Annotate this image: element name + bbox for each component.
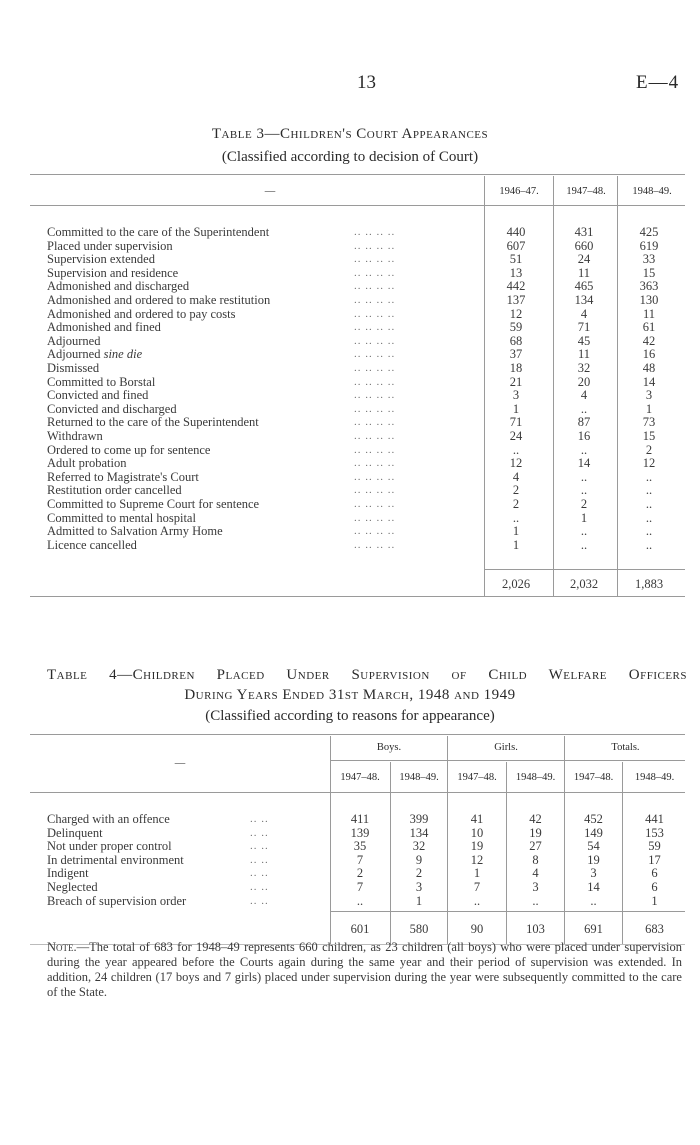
table4-cell: .. — [532, 893, 539, 908]
table4-group-rule — [330, 760, 685, 761]
table3-cell: 59 — [509, 320, 523, 335]
table3-cell: .. — [645, 469, 653, 484]
table3-cell: 2 — [645, 442, 653, 457]
table4-row-label: Breach of supervision order — [47, 893, 187, 908]
leader-dots: .. .. .. .. — [354, 266, 396, 279]
leader-dots: .. .. .. .. — [354, 498, 396, 510]
table3-cell: .. — [645, 537, 653, 552]
table3-row-label: Admonished and fined — [47, 320, 161, 335]
leader-dots: .. .. .. .. — [354, 484, 396, 497]
table3-cell: 48 — [642, 361, 656, 375]
table4-row-label: Not under proper control — [47, 839, 172, 854]
page-reference: E—4 — [636, 72, 680, 93]
table3-year-header: 1948–49. — [632, 186, 672, 197]
table4-col-rule — [622, 762, 623, 944]
table4-cell: 7 — [356, 880, 364, 894]
table4-cell: 411 — [350, 812, 370, 826]
table3-cell: 16 — [577, 429, 591, 443]
table4-cell: 1 — [651, 893, 658, 908]
leader-dots: .. .. .. .. — [354, 402, 396, 415]
table3-cell: 21 — [509, 374, 523, 389]
table4-group-header: Boys. — [376, 742, 402, 753]
table3-row-label: Committed to Borstal — [47, 374, 156, 389]
table3-row-label: Restitution order cancelled — [47, 483, 182, 498]
table3-cell: 660 — [574, 238, 594, 253]
table3-cell: 71 — [577, 320, 591, 335]
table3-cell: 2 — [512, 483, 520, 498]
table4-cell: .. — [590, 893, 597, 908]
table3-cell: 37 — [509, 347, 523, 362]
table3-cell: 12 — [509, 456, 523, 471]
table3-row-label: Dismissed — [47, 361, 100, 375]
table3-row-label: Returned to the care of the Superintendent — [47, 415, 259, 430]
table3-total: 1,883 — [634, 577, 664, 591]
table4-cell: 399 — [409, 812, 429, 826]
table3-cell: 1 — [580, 510, 588, 525]
table4-col-rule — [330, 736, 331, 944]
table3-cell: 1 — [645, 401, 653, 416]
table3-cell: 440 — [506, 225, 526, 239]
footnote-label: Note. — [47, 940, 77, 954]
leader-dots: .. .. — [250, 867, 269, 880]
leader-dots: .. .. .. .. — [354, 389, 396, 402]
table3-cell: .. — [512, 442, 520, 457]
table4-cell: 452 — [584, 812, 603, 826]
table3-cell: 2 — [512, 497, 520, 511]
table4-stub-header: — — [174, 758, 186, 769]
table4-total: 103 — [526, 922, 545, 936]
table4-year-header: 1947–48. — [573, 772, 614, 783]
table3-row-label: Adjourned sine die — [47, 347, 143, 362]
leader-dots: .. .. — [250, 881, 269, 893]
table3-cell: .. — [580, 483, 588, 498]
table4-cell: 17 — [648, 852, 661, 867]
table4-col-rule — [390, 762, 391, 944]
leader-dots: .. .. .. .. — [354, 294, 396, 306]
table4-col-rule — [506, 762, 507, 944]
leader-dots: .. .. .. .. — [354, 443, 396, 456]
table4-total: 683 — [645, 922, 664, 936]
table4-title-line1: Table 4—Children Placed Under Supervision of Child Welfare Officers — [47, 667, 687, 683]
table4-total: 580 — [409, 922, 429, 936]
table4-total: 90 — [470, 922, 484, 936]
table4-cell: 10 — [470, 825, 484, 840]
table3-cell: 18 — [509, 361, 523, 375]
leader-dots: .. .. .. .. — [354, 321, 396, 334]
table3-row-label: Committed to the care of the Superintendent — [47, 225, 270, 239]
leader-dots: .. .. .. .. — [354, 525, 396, 538]
table3-cell: 465 — [574, 279, 594, 294]
leader-dots: .. .. .. .. — [354, 226, 396, 238]
leader-dots: .. .. .. .. — [354, 470, 396, 483]
table3-cell: 137 — [506, 293, 526, 307]
table4-cell: .. — [356, 893, 364, 908]
table4-row-label: Charged with an offence — [47, 812, 170, 826]
table3-row-label: Adjourned — [47, 333, 101, 348]
table3-row-label: Adult probation — [47, 456, 127, 471]
table3-row-label: Admonished and discharged — [47, 279, 190, 294]
table4-cell: 41 — [470, 812, 484, 826]
footnote — [47, 940, 682, 1000]
table3-cell: .. — [645, 510, 653, 525]
leader-dots: .. .. .. .. — [354, 362, 396, 374]
table3-title: Table 3—Children's Court Appearances — [211, 126, 489, 142]
table3-cell: 16 — [642, 347, 656, 362]
table3-cell: 33 — [642, 252, 656, 267]
page-number: 13 — [357, 72, 376, 93]
table3-row-label: Withdrawn — [47, 429, 103, 443]
table3-row-label: Admitted to Salvation Army Home — [47, 524, 223, 539]
table3-cell: 12 — [509, 306, 523, 321]
table4-cell: 32 — [412, 839, 426, 854]
table4-cell: 6 — [651, 866, 658, 881]
leader-dots: .. .. .. .. — [354, 457, 396, 470]
table4-cell: 9 — [415, 852, 423, 867]
table3-cell: 4 — [580, 388, 588, 403]
table4-cell: 54 — [587, 839, 600, 854]
table4-year-header: 1948–49. — [515, 772, 556, 783]
table3-stub-header: — — [264, 186, 276, 197]
table3-cell: 68 — [509, 333, 523, 348]
table3-cell: 24 — [509, 429, 523, 443]
table3-cell: 442 — [506, 279, 526, 294]
table4-cell: 441 — [645, 812, 664, 826]
table4-cell: 8 — [532, 852, 539, 867]
table3-cell: 14 — [577, 456, 591, 471]
table4-row-label: Neglected — [47, 880, 98, 894]
table4-cell: 7 — [473, 880, 481, 894]
table3-row-label: Licence cancelled — [47, 537, 137, 552]
table4-group-header: Totals. — [611, 742, 640, 753]
leader-dots: .. .. — [250, 813, 269, 825]
footnote-text: —The total of 683 for 1948–49 represents 660 children, as 23 children (all boys) who were placed under supervision during the year appeared before the Courts again during the same year and their period of supervision was extended. In addition, 24 children (17 boys and 7 girls) placed under supervision during the year were subsequently committed to the care of the State. — [47, 940, 682, 999]
table4-row-label: Indigent — [47, 866, 89, 881]
table4-cell: 2 — [356, 866, 364, 881]
table3-row-label: Convicted and discharged — [47, 401, 177, 416]
table3-total: 2,026 — [501, 577, 531, 591]
table4-cell: 19 — [587, 852, 600, 867]
table4-title-line2: During Years Ended 31st March, 1948 and 1949 — [184, 687, 516, 703]
table3-row-label: Committed to mental hospital — [47, 510, 196, 525]
table3-cell: .. — [580, 401, 588, 416]
table4-cell: 35 — [353, 839, 367, 854]
table3-cell: 607 — [506, 238, 526, 253]
table3-total-rule — [484, 569, 685, 570]
table3-cell: 73 — [642, 415, 656, 430]
table3-bottom-rule — [30, 596, 685, 597]
table4-year-header: 1948–49. — [634, 772, 675, 783]
table3-cell: 2 — [580, 497, 588, 511]
table4-cell: 3 — [532, 880, 539, 894]
table4-cell: 1 — [473, 866, 481, 881]
table3-cell: .. — [645, 483, 653, 498]
table3-row-label: Admonished and ordered to make restitution — [47, 293, 271, 307]
table3-header-rule — [30, 205, 685, 206]
table3-cell: .. — [580, 524, 588, 539]
table3-total: 2,032 — [569, 577, 599, 591]
table4-year-header: 1947–48. — [457, 772, 497, 783]
leader-dots: .. .. .. .. — [354, 280, 396, 293]
table3-row-label: Admonished and ordered to pay costs — [47, 306, 236, 321]
table4-row-label: In detrimental environment — [47, 852, 184, 867]
table3-col-rule — [617, 176, 618, 596]
table4-cell: 19 — [529, 825, 542, 840]
leader-dots: .. .. — [250, 840, 269, 853]
table4-group-header: Girls. — [494, 742, 518, 753]
leader-dots: .. .. — [250, 894, 269, 907]
table4-cell: 27 — [529, 839, 542, 854]
table3-cell: 14 — [642, 374, 656, 389]
table4-col-rule — [564, 736, 565, 944]
table3-cell: 134 — [574, 293, 594, 307]
table3-cell: 42 — [642, 333, 656, 348]
leader-dots: .. .. .. .. — [354, 538, 396, 551]
leader-dots: .. .. — [250, 853, 269, 866]
table4-total: 601 — [350, 922, 370, 936]
table3-cell: 24 — [577, 252, 591, 267]
leader-dots: .. .. .. .. — [354, 307, 396, 320]
table3-year-header: 1946–47. — [499, 186, 539, 197]
table4-subtitle: (Classified according to reasons for appearance) — [205, 708, 495, 724]
table3-cell: 45 — [577, 333, 591, 348]
table4-cell: 42 — [529, 812, 542, 826]
leader-dots: .. .. — [250, 826, 269, 839]
table3-cell: 32 — [577, 361, 591, 375]
table3-row-label: Supervision extended — [47, 252, 155, 267]
table3-cell: 1 — [512, 524, 520, 539]
table4-cell: 19 — [470, 839, 484, 854]
table3-cell: 11 — [642, 306, 656, 321]
table3-cell: 3 — [512, 388, 520, 403]
table3-cell: 431 — [574, 225, 594, 239]
table4-cell: 3 — [590, 866, 597, 881]
table4-cell: 149 — [584, 825, 603, 840]
table4-cell: 4 — [532, 866, 539, 881]
table3-cell: 11 — [577, 265, 591, 280]
table4-cell: 6 — [651, 880, 658, 894]
table4-year-header: 1947–48. — [340, 772, 380, 783]
leader-dots: .. .. .. .. — [354, 348, 396, 361]
table4-total: 691 — [584, 922, 603, 936]
leader-dots: .. .. .. .. — [354, 375, 396, 388]
table3-cell: 87 — [577, 415, 591, 430]
leader-dots: .. .. .. .. — [354, 430, 396, 442]
table3-cell: 11 — [577, 347, 591, 362]
table3-top-rule — [30, 174, 685, 175]
table3-cell: 15 — [642, 429, 656, 443]
table4-cell: 134 — [409, 825, 429, 840]
table3-cell: .. — [580, 469, 588, 484]
table3-cell: 20 — [577, 374, 591, 389]
table4-year-header: 1948–49. — [399, 772, 439, 783]
table3-col-rule — [484, 176, 485, 596]
table3-cell: 4 — [512, 469, 520, 484]
table4-cell: 2 — [415, 866, 423, 881]
table3-row-label: Supervision and residence — [47, 265, 179, 280]
table3-cell: 71 — [509, 415, 523, 430]
table3-cell: .. — [645, 497, 653, 511]
table4-header-rule — [30, 792, 685, 793]
table3-cell: 13 — [509, 265, 523, 280]
table3-cell: .. — [580, 537, 588, 552]
leader-dots: .. .. .. .. — [354, 334, 396, 347]
leader-dots: .. .. .. .. — [354, 239, 396, 252]
table3-cell: 15 — [642, 265, 656, 280]
leader-dots: .. .. .. .. — [354, 253, 396, 266]
table4-cell: 14 — [587, 880, 600, 894]
table3-cell: 61 — [642, 320, 656, 335]
table3-cell: 425 — [639, 225, 659, 239]
table3-cell: 4 — [580, 306, 588, 321]
table3-cell: .. — [645, 524, 653, 539]
leader-dots: .. .. .. .. — [354, 416, 396, 429]
table4-cell: 3 — [415, 880, 423, 894]
table3-subtitle: (Classified according to decision of Court) — [221, 149, 479, 165]
table4-cell: 1 — [415, 893, 423, 908]
table4-cell: .. — [473, 893, 481, 908]
table3-row-label: Referred to Magistrate's Court — [47, 469, 199, 484]
table3-cell: .. — [580, 442, 588, 457]
table4-cell: 153 — [645, 825, 664, 840]
table3-row-label: Committed to Supreme Court for sentence — [47, 497, 260, 511]
table4-cell: 59 — [648, 839, 661, 854]
table3-cell: 51 — [509, 252, 523, 267]
table4-col-rule — [447, 736, 448, 944]
table4-cell: 139 — [350, 825, 370, 840]
table3-cell: 363 — [639, 279, 659, 294]
table3-cell: .. — [512, 510, 520, 525]
table4-cell: 7 — [356, 852, 364, 867]
table3-col-rule — [553, 176, 554, 596]
table3-row-label: Ordered to come up for sentence — [47, 442, 211, 457]
table3-row-label: Convicted and fined — [47, 388, 149, 403]
table3-cell: 1 — [512, 401, 520, 416]
leader-dots: .. .. .. .. — [354, 511, 396, 524]
table3-cell: 130 — [639, 293, 659, 307]
table3-row-label: Placed under supervision — [47, 238, 173, 253]
table4-cell: 12 — [470, 852, 484, 867]
table3-cell: 3 — [645, 388, 653, 403]
table3-year-header: 1947–48. — [566, 186, 606, 197]
table4-total-rule — [330, 911, 685, 912]
table3-cell: 619 — [639, 238, 659, 253]
table3-cell: 12 — [642, 456, 656, 471]
table3-cell: 1 — [512, 537, 520, 552]
table4-top-rule — [30, 734, 685, 735]
table4-row-label: Delinquent — [47, 825, 103, 840]
